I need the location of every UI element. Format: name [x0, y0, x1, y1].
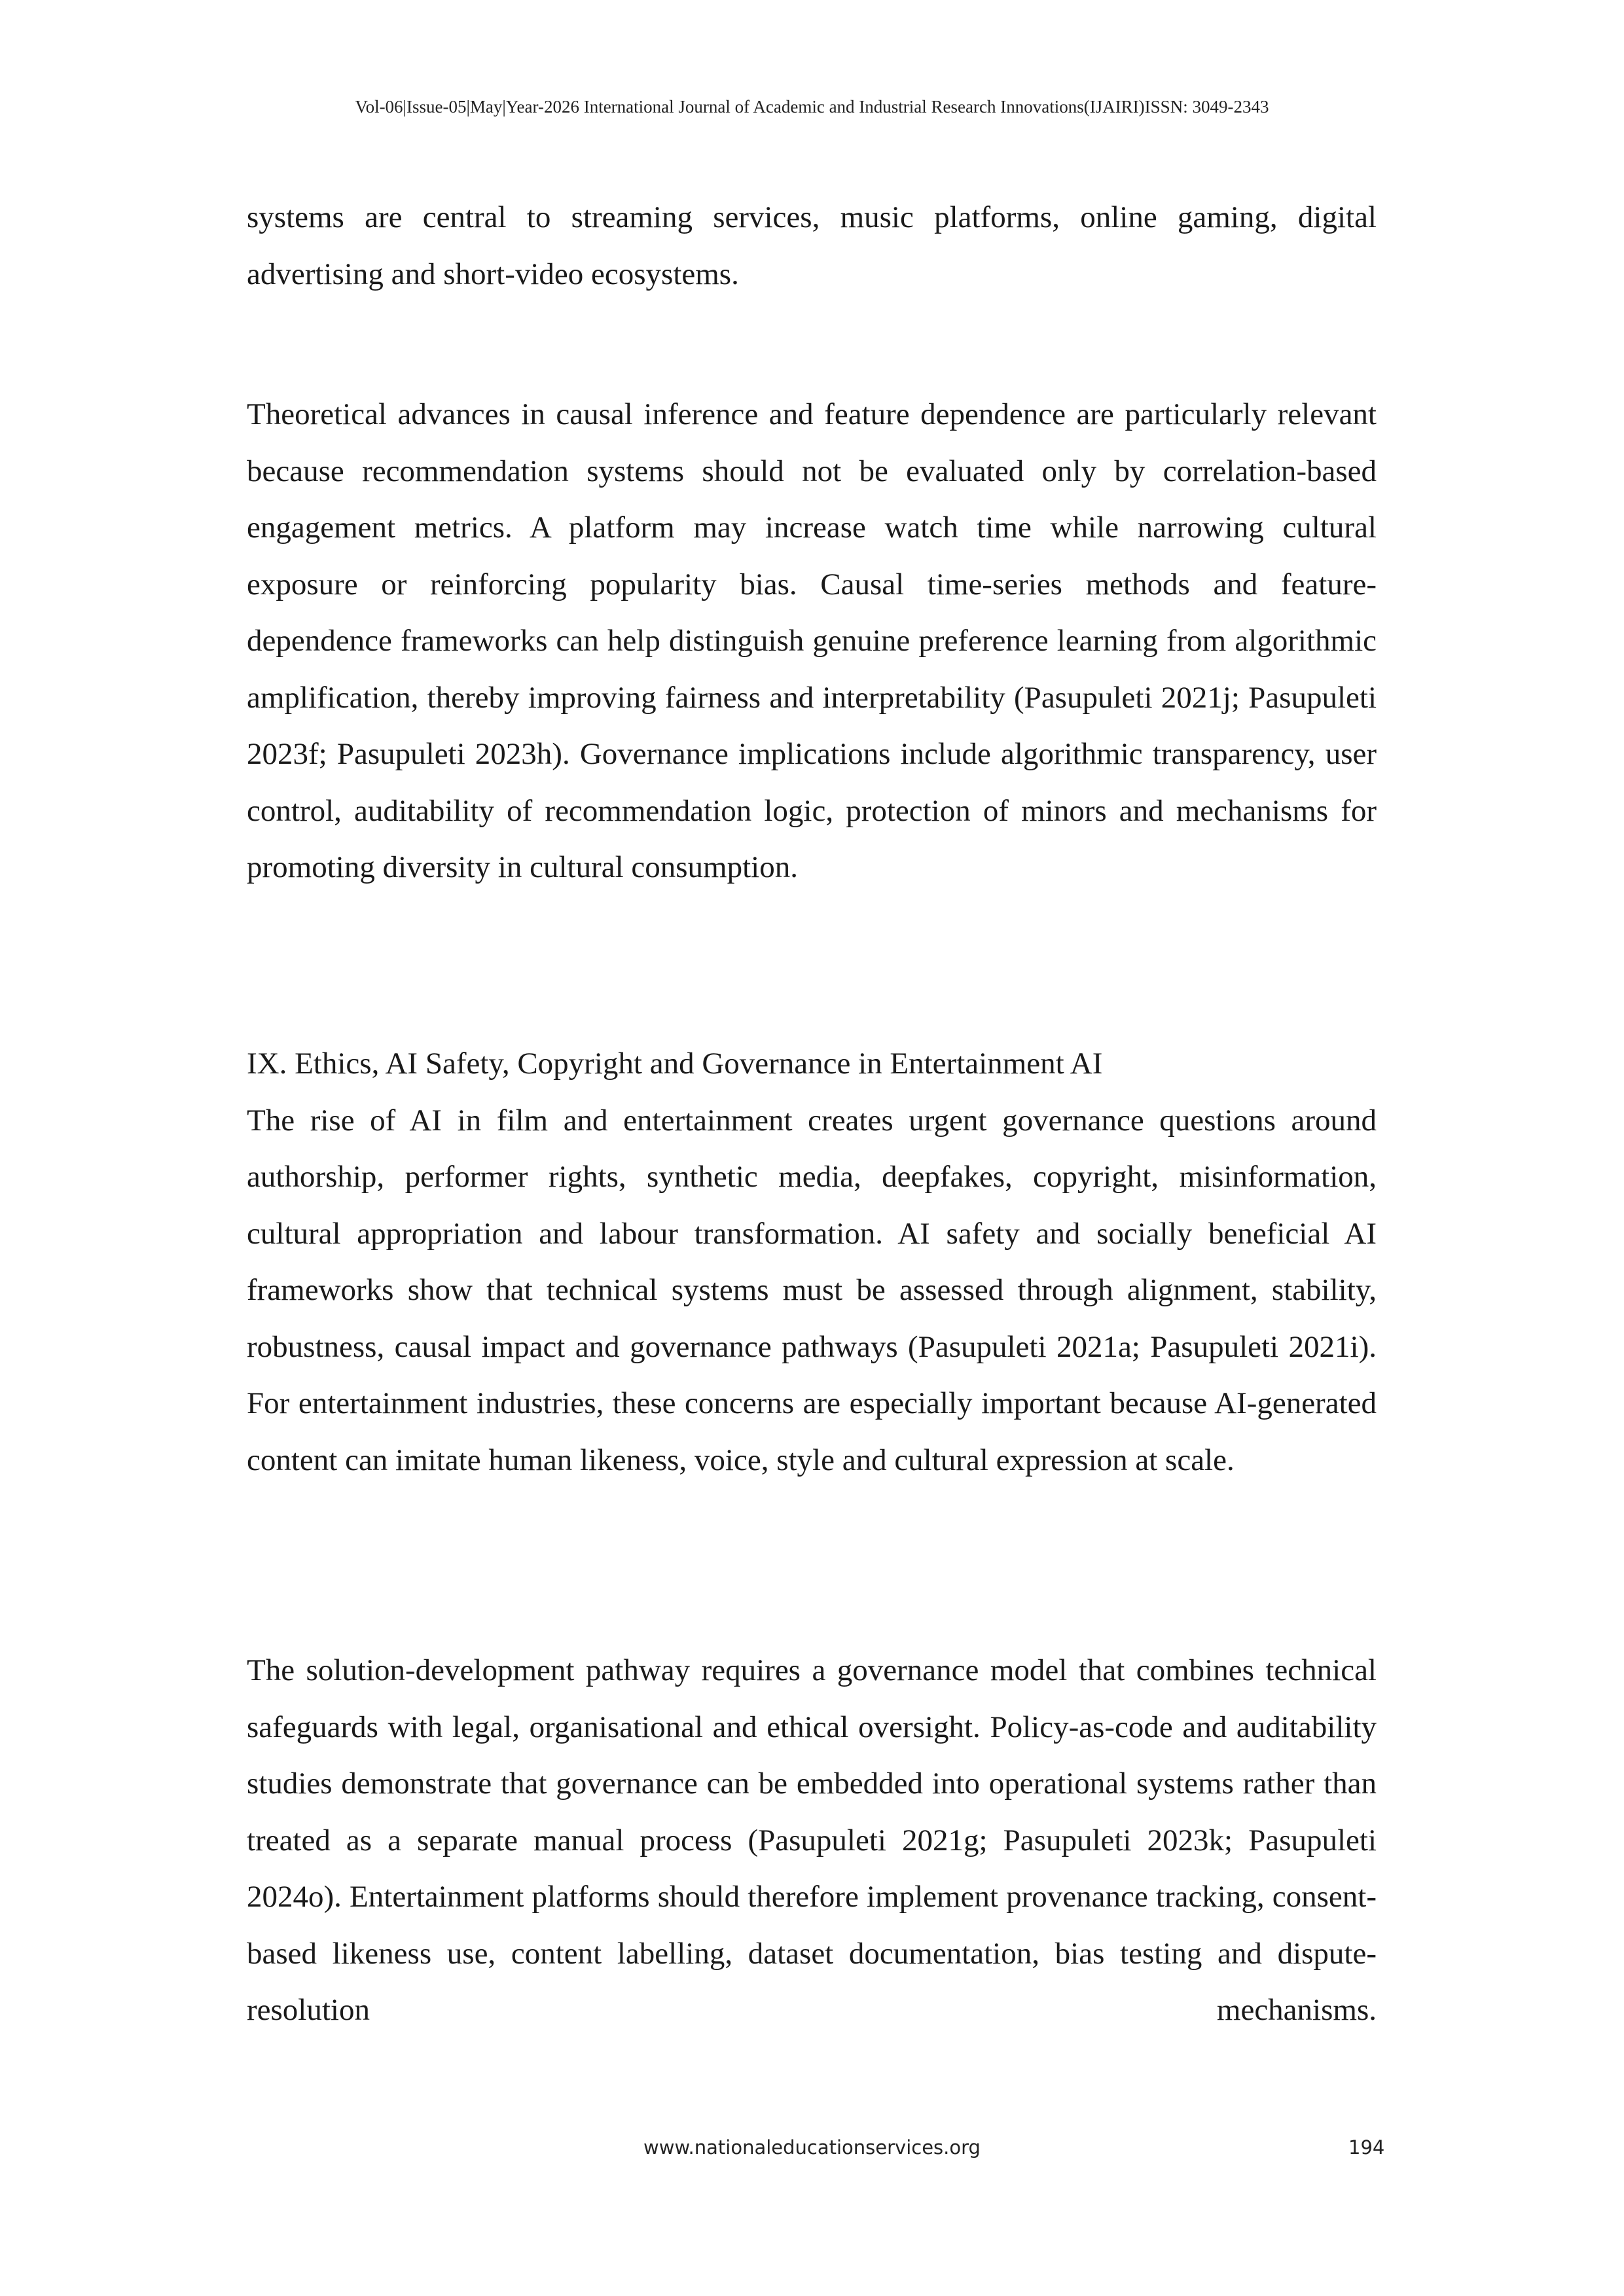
footer-url: www.nationaleducationservices.org — [643, 2136, 981, 2159]
paragraph-text: The rise of AI in film and entertainment creates urgent governance questions around authorship, performer rights, synthetic media, deepfakes, copyright, misinformation, cultural appropriation and labour transformation. AI safety and socially beneficial AI frameworks show that technical systems must be assessed through alignment, stability, robustness, causal impact and governance pathways (Pasupuleti 2021a; Pasupuleti 2021i). For entertainment industries, these concerns are especially important because AI-generated content can imitate human likeness, voice, style and cultural expression at scale. — [247, 1103, 1377, 1477]
paragraph-text: The solution-development pathway requires a governance model that combines technical safeguards with legal, organisational and ethical oversight. Policy-as-code and auditability studies demonstrate that governance can be embedded into operational systems rather than treated as a separate manual process (Pasupuleti 2021g; Pasupuleti 2023k; Pasupuleti 2024o). Entertainment platforms should therefore implement provenance tracking, consent-based likeness use, content labelling, dataset documentation, bias testing and dispute-resolution mechanisms. — [247, 1653, 1377, 2027]
paragraph-1 — [247, 189, 1377, 302]
paragraph-text: systems are central to streaming services, music platforms, online gaming, digital advertising and short-video ecosystems. — [247, 200, 1377, 291]
running-header: Vol-06|Issue-05|May|Year-2026 International Journal of Academic and Industrial Research Innovations(IJAIRI)ISSN: 3049-2343 — [355, 97, 1269, 117]
paragraph-2 — [247, 386, 1377, 896]
paragraph-4 — [247, 1642, 1377, 2039]
paragraph-text: Theoretical advances in causal inference and feature dependence are particularly relevant because recommendation systems should not be evaluated only by correlation-based engagement metrics. A platform may increase watch time while narrowing cultural exposure or reinforcing popularity bias. Causal time-series methods and feature-dependence frameworks can help distinguish genuine preference learning from algorithmic amplification, thereby improving fairness and interpretability (Pasupuleti 2021j; Pasupuleti 2023f; Pasupuleti 2023h). Governance implications include algorithmic transparency, user control, auditability of recommendation logic, protection of minors and mechanisms for promoting diversity in cultural consumption. — [247, 397, 1377, 884]
page-number: 194 — [1348, 2136, 1385, 2159]
section-heading: IX. Ethics, AI Safety, Copyright and Governance in Entertainment AI — [247, 1047, 1103, 1081]
section-ix — [247, 1035, 1377, 1488]
